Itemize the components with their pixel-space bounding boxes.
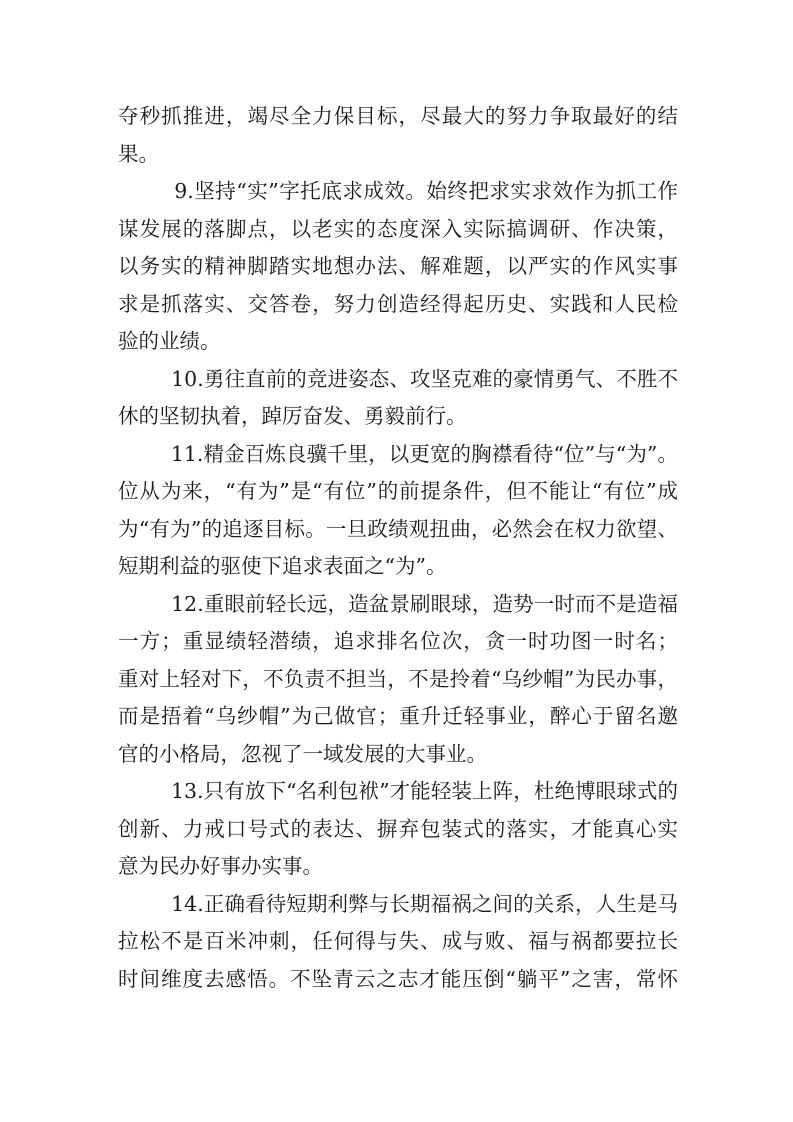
text-line: 以务实的精神脚踏实地想办法、解难题，以严实的作风实事 <box>118 254 678 278</box>
text-line: 拉松不是百米冲刺，任何得与失、成与败、福与祸都要拉长 <box>118 929 678 953</box>
paragraph-14-start: 14.正确看待短期利弊与长期福祸之间的关系，人生是马 <box>118 891 678 916</box>
text-line: 求是抓落实、交答卷，努力创造经得起历史、实践和人民检 <box>118 291 678 316</box>
text-line: 一方；重显绩轻潜绩，追求排名位次，贪一时功图一时名； <box>118 629 678 653</box>
paragraph-10-start: 10.勇往直前的竞进姿态、攻坚克难的豪情勇气、不胜不 <box>118 366 678 391</box>
text-line: 创新、力戒口号式的表达、摒弃包装式的落实，才能真心实 <box>118 816 678 841</box>
text-line: 位从为来，“有为”是“有位”的前提条件，但不能让“有位”成 <box>118 479 678 503</box>
body-text <box>118 98 678 998</box>
text-line: 官的小格局，忽视了一域发展的大事业。 <box>118 741 487 766</box>
paragraph-9-start: 9.坚持“实”字托底求成效。始终把求实求效作为抓工作 <box>118 179 678 203</box>
text-line: 夺秒抓推进，竭尽全力保目标，尽最大的努力争取最好的结 <box>118 104 678 128</box>
text-line: 为“有为”的追逐目标。一旦政绩观扭曲，必然会在权力欲望、 <box>118 516 678 541</box>
text-line: 而是捂着“乌纱帽”为己做官；重升迁轻事业，醉心于留名邀 <box>118 704 678 728</box>
paragraph-11-start: 11.精金百炼良骥千里，以更宽的胸襟看待“位”与“为”。 <box>118 441 678 466</box>
text-line: 谋发展的落脚点，以老实的态度深入实际搞调研、作决策， <box>118 216 678 241</box>
paragraph-12-start: 12.重眼前轻长远，造盆景刷眼球，造势一时而不是造福 <box>118 591 678 616</box>
text-line: 休的坚韧执着，踔厉奋发、勇毅前行。 <box>118 404 467 428</box>
text-line: 重对上轻对下，不负责不担当，不是拎着“乌纱帽”为民办事， <box>118 666 678 691</box>
text-line: 时间维度去感悟。不坠青云之志才能压倒“躺平”之害，常怀 <box>118 966 678 991</box>
paragraph-13-start: 13.只有放下“名利包袱”才能轻装上阵，杜绝博眼球式的 <box>118 779 678 803</box>
text-line: 验的业绩。 <box>118 329 221 353</box>
text-line: 果。 <box>118 141 159 166</box>
text-line: 意为民办好事办实事。 <box>118 854 323 878</box>
text-line: 短期利益的驱使下追求表面之“为”。 <box>118 554 447 578</box>
